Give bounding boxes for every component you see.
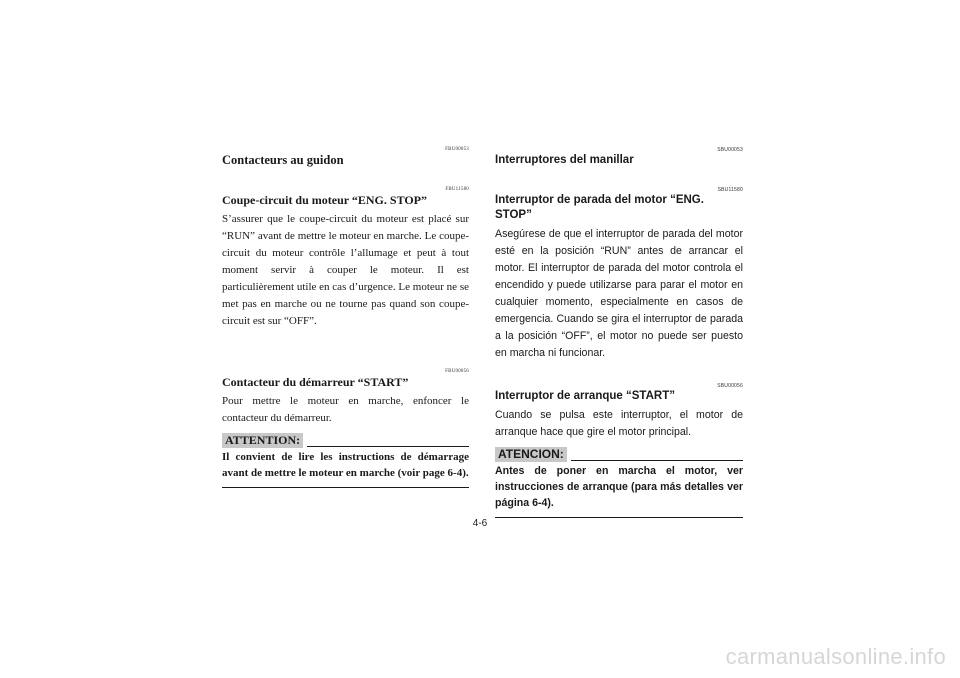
warning-rule <box>307 446 469 447</box>
body-paragraph: Pour mettre le moteur en marche, enfoncer le contacteur du démarreur. <box>222 395 469 424</box>
warning-header <box>495 447 743 462</box>
ref-code: SBU00056 <box>717 383 743 389</box>
french-column <box>222 147 469 488</box>
body-paragraph: Cuando se pulsa este interruptor, el motor de arranque hace que gire el motor principal. <box>495 409 743 438</box>
warning-text: Antes de poner en marcha el motor, ver instrucciones de arranque (para más detalles ver página 6-4). <box>495 465 743 509</box>
section-title: Interruptores del manillar <box>495 154 634 166</box>
subsection-heading: Interruptor de arranque “START” <box>495 390 675 402</box>
subsection-heading: Coupe-circuit du moteur “ENG. STOP” <box>222 193 428 207</box>
warning-label: ATTENTION: <box>222 433 303 448</box>
ref-code: SBU00053 <box>717 147 743 153</box>
warning-label: ATENCION: <box>495 447 567 462</box>
ref-code: FBU00056 <box>445 369 469 374</box>
section-title: Contacteurs au guidon <box>222 153 344 167</box>
warning-end-rule <box>222 487 469 488</box>
ref-code: FBU11580 <box>445 187 469 192</box>
warning-header <box>222 433 469 448</box>
body-paragraph: S’assurer que le coupe-circuit du moteur est placé sur “RUN” avant de mettre le moteur en marche. Le coupe-circuit du moteur contrôle l’allumage et peut à tout moment servir à couper le moteur. Il est particulièrement utile en cas d’urgence. Le moteur ne se met pas en marche ou ne tourne pas quand son coupe-circuit est sur “OFF”. <box>222 213 469 327</box>
subsection-heading: Contacteur du démarreur “START” <box>222 375 409 389</box>
body-paragraph: Asegúrese de que el interruptor de parada del motor esté en la posición “RUN” antes de arrancar el motor. El interruptor de parada del motor controla el encendido y puede utilizarse para parar el motor en cualquier momento, especialmente en casos de emergencia. Cuando se gira el interruptor de parada a la posición “OFF”, el motor no puede ser puesto en marcha ni funcionar. <box>495 228 743 359</box>
warning-rule <box>571 460 743 461</box>
subsection-heading: Interruptor de parada del motor “ENG. STOP” <box>495 194 704 221</box>
ref-code: SBU11580 <box>717 187 743 193</box>
spanish-column <box>495 147 743 518</box>
watermark: carmanualsonline.info <box>725 644 946 669</box>
warning-text: Il convient de lire les instructions de démarrage avant de mettre le moteur en marche (voir page 6-4). <box>222 451 469 479</box>
warning-end-rule <box>495 517 743 518</box>
page-number: 4-6 <box>472 518 488 529</box>
ref-code: FBU00053 <box>445 147 469 152</box>
